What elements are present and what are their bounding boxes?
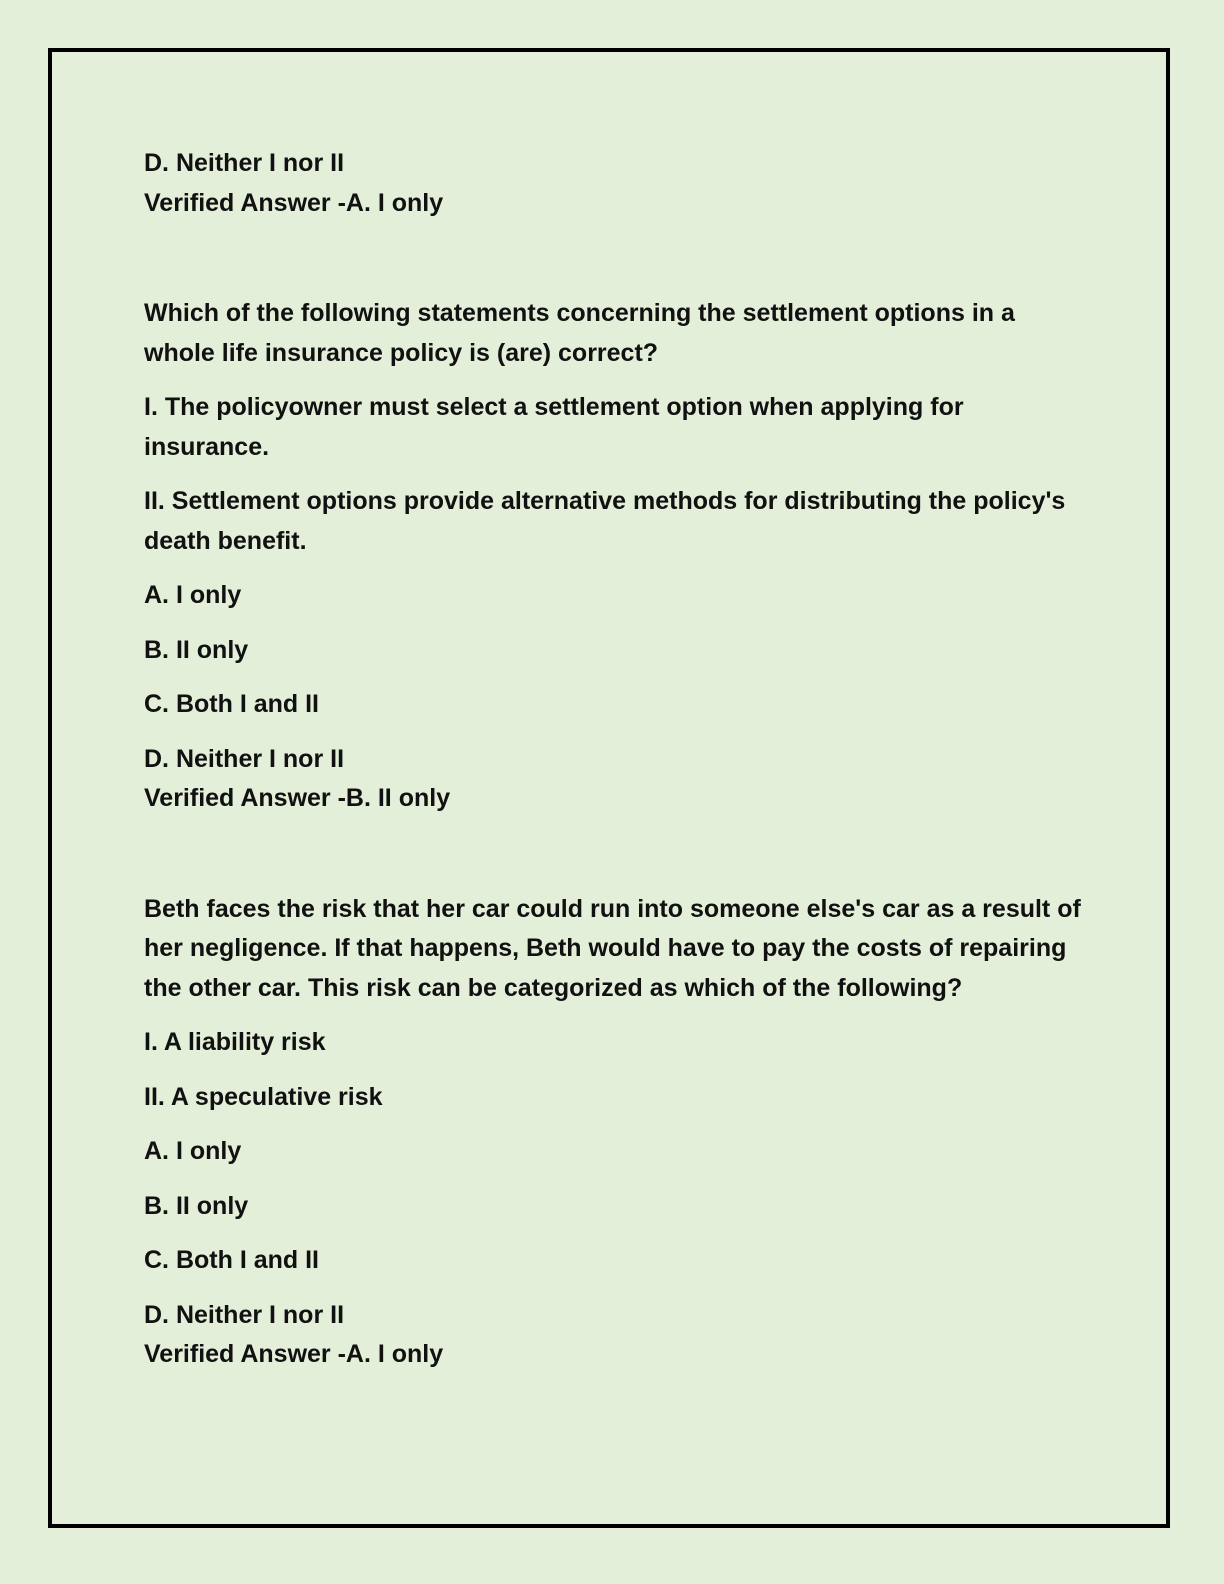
verified-answer: Verified Answer -B. II only xyxy=(144,784,451,812)
option-c: C. Both I and II xyxy=(144,1246,319,1274)
option-b: B. II only xyxy=(144,1191,249,1220)
option-a: A. I only xyxy=(144,581,242,609)
question-2 xyxy=(144,890,1084,1375)
statement-i: I. The policyowner must select a settlement option when applying for insurance. xyxy=(144,393,964,461)
option-b: B. II only xyxy=(144,635,249,664)
verified-answer: Verified Answer -A. I only xyxy=(144,1340,444,1368)
document-body xyxy=(144,144,1084,1375)
statement-ii: II. A speculative risk xyxy=(144,1082,383,1111)
option-c: C. Both I and II xyxy=(144,690,319,718)
statement-ii: II. Settlement options provide alternative methods for distributing the policy's death benefit. xyxy=(144,487,1066,555)
spacer xyxy=(144,819,1084,890)
statement-i: I. A liability risk xyxy=(144,1028,326,1056)
option-d: D. Neither I nor II xyxy=(144,744,345,773)
question-1 xyxy=(144,294,1084,819)
prev-verified-answer: Verified Answer -A. I only xyxy=(144,188,444,217)
option-d: D. Neither I nor II xyxy=(144,1300,345,1329)
prev-option-d: D. Neither I nor II xyxy=(144,149,345,177)
spacer xyxy=(144,223,1084,294)
question-stem: Which of the following statements concerning the settlement options in a whole life insurance policy is (are) correct? xyxy=(144,299,1015,367)
question-stem: Beth faces the risk that her car could run into someone else's car as a result of her negligence. If that happens, Beth would have to pay the costs of repairing the other car. This risk can be categorized as which of the following? xyxy=(144,894,1081,1002)
option-a: A. I only xyxy=(144,1137,242,1165)
